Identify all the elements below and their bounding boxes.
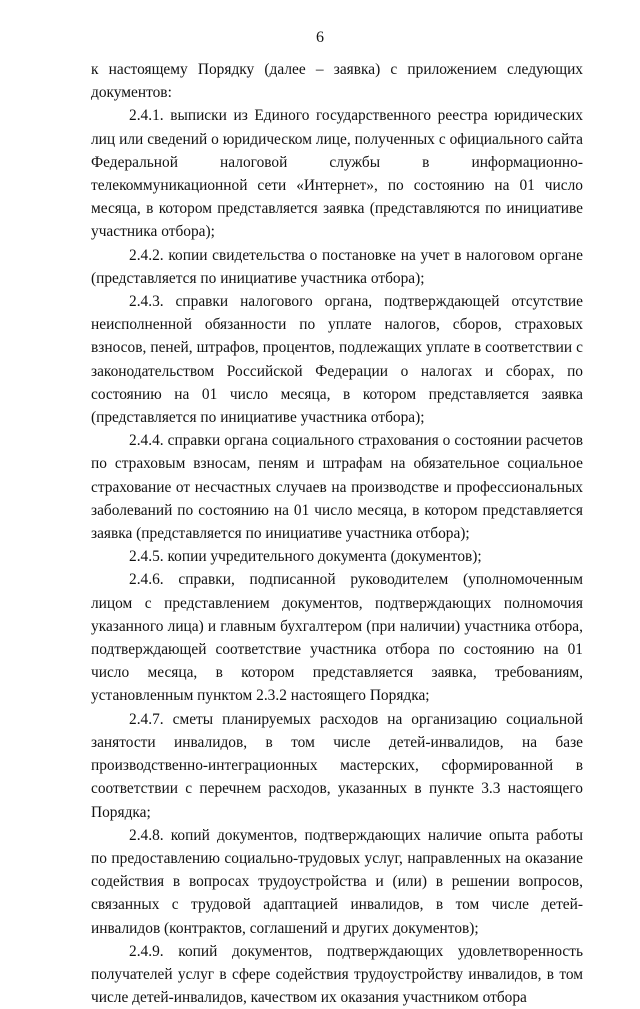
paragraph-2-4-5: 2.4.5. копии учредительного документа (документов); [129, 548, 482, 566]
document-body [91, 58, 583, 1009]
paragraph-intro-continuation: к настоящему Порядку (далее – заявка) с приложением следующих документов: [91, 61, 583, 102]
paragraph-2-4-4: 2.4.4. справки органа социального страхования о состоянии расчетов по страховым взносам, пеням и штрафам на обязательное социальное страхование от несчастных случаев на производстве и профессиональных заболеваний по состоянию на 01 число месяца, в котором представляется заявка (представляется по инициативе участника отбора); [91, 432, 583, 543]
paragraph-2-4-8: 2.4.8. копий документов, подтверждающих наличие опыта работы по предоставлению социально-трудовых услуг, направленных на оказание содействия в вопросах трудоустройства и (или) в решении вопросов, связанных с трудовой адаптацией инвалидов, в том числе детей-инвалидов (контрактов, соглашений и других документов); [91, 826, 583, 937]
paragraph-2-4-3: 2.4.3. справки налогового органа, подтверждающей отсутствие неисполненной обязанности по уплате налогов, сборов, страховых взносов, пеней, штрафов, процентов, подлежащих уплате в соответствии с законодательством Российской Федерации о налогах и сборах, по состоянию на 01 число месяца, в котором представляется заявка (представляется по инициативе участника отбора); [91, 293, 583, 427]
paragraph-2-4-7: 2.4.7. сметы планируемых расходов на организацию социальной занятости инвалидов, в том числе детей-инвалидов, на базе производственно-интеграционных мастерских, сформированной в соответствии с перечнем расходов, указанных в пункте 3.3 настоящего Порядка; [91, 710, 583, 821]
page-number: 6 [316, 29, 324, 46]
paragraph-2-4-2: 2.4.2. копии свидетельства о постановке на учет в налоговом органе (представляется по инициативе участника отбора); [91, 246, 583, 287]
paragraph-2-4-1: 2.4.1. выписки из Единого государственного реестра юридических лиц или сведений о юридическом лице, полученных с официального сайта Федеральной налоговой службы в информационно-телекоммуникационной сети «Интернет», по состоянию на 01 число месяца, в котором представляется заявка (представляются по инициативе участника отбора); [91, 107, 583, 241]
paragraph-2-4-9: 2.4.9. копий документов, подтверждающих удовлетворенность получателей услуг в сфере содействия трудоустройству инвалидов, в том числе детей-инвалидов, качеством их оказания участником отбора [91, 942, 583, 1007]
paragraph-2-4-6: 2.4.6. справки, подписанной руководителем (уполномоченным лицом с представлением документов, подтверждающих полномочия указанного лица) и главным бухгалтером (при наличии) участника отбора, подтверждающей соответствие участника отбора по состоянию на 01 число месяца, в котором представляется заявка, требованиям, установленным пунктом 2.3.2 настоящего Порядка; [91, 571, 583, 705]
